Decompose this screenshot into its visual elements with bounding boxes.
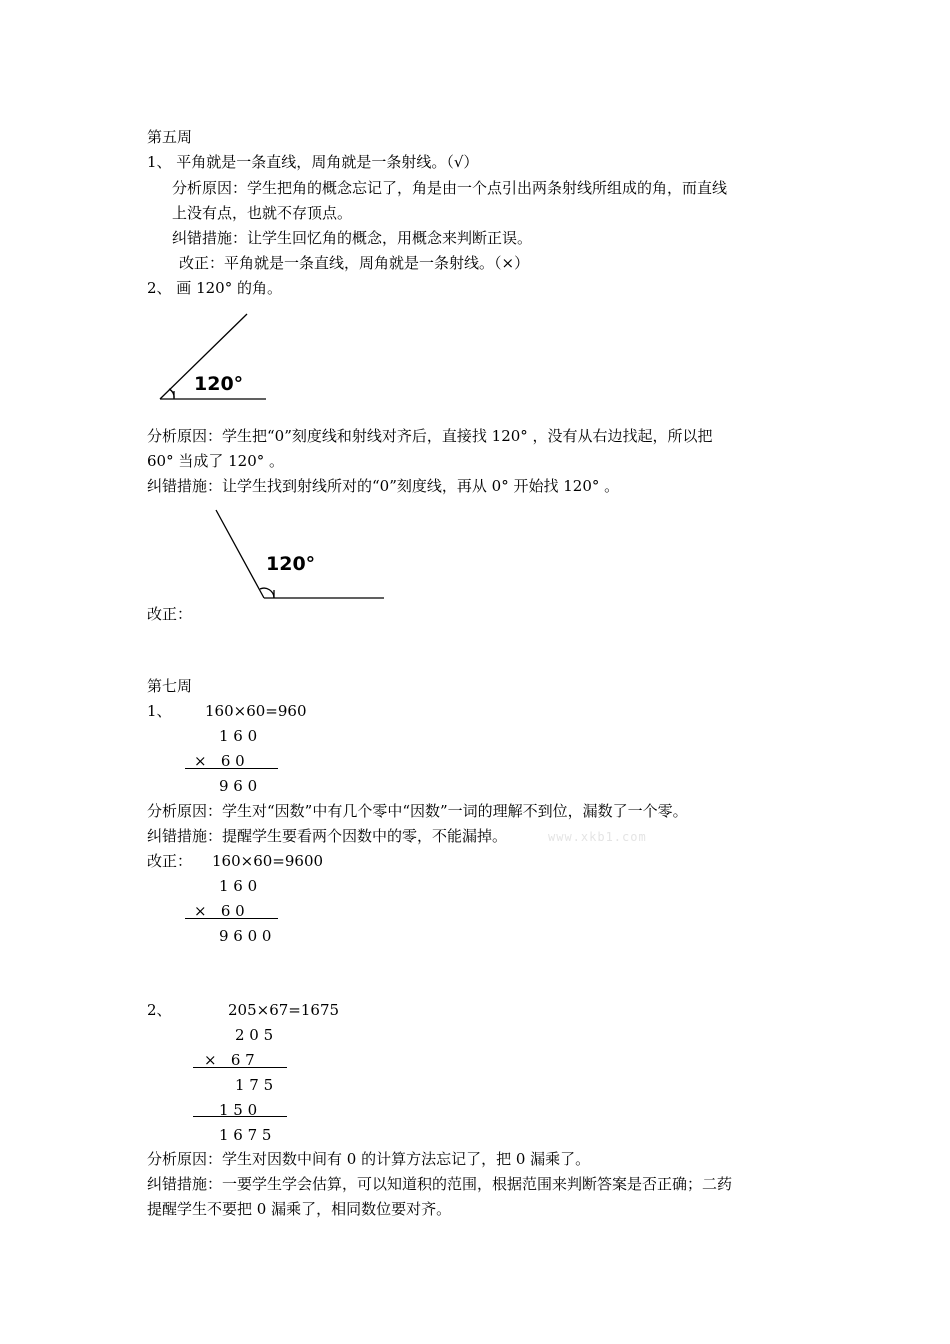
week5-q2-text: 2、 画 120° 的角。 — [147, 279, 282, 297]
week5-q2-correction-label: 改正： — [147, 605, 193, 623]
week5-q1-text: 1、 平角就是一条直线，周角就是一条射线。（√） — [147, 153, 479, 171]
week5-q2-analysis-line1: 分析原因：学生把“0”刻度线和射线对齐后，直接找 120° ，没有从右边找起，所以把 — [147, 427, 713, 445]
week7-q2-vertical-result: 1 6 7 5 — [219, 1126, 272, 1144]
week5-q1-analysis-line1: 分析原因：学生把角的概念忘记了，角是由一个点引出两条射线所组成的角，而直线 — [172, 179, 728, 197]
week7-q2-measure-line1: 纠错措施：一要学生学会估算，可以知道积的范围，根据范围来判断答案是否正确；二药 — [147, 1175, 733, 1193]
week7-q2-vertical-mult: × 6 7 — [204, 1051, 255, 1069]
week7-q1-measure: 纠错措施：提醒学生要看两个因数中的零，不能漏掉。 — [147, 827, 508, 845]
week7-q2-vertical-partial2: 1 5 0 — [219, 1101, 258, 1119]
week7-q2-index: 2、 — [147, 1001, 172, 1019]
week7-q1-index: 1、 — [147, 702, 172, 720]
week7-q1-equation: 160×60=960 — [205, 702, 307, 720]
week5-q1-measure: 纠错措施：让学生回忆角的概念，用概念来判断正误。 — [172, 229, 533, 247]
week7-q1-correct-result: 9 6 0 0 — [219, 927, 272, 945]
week7-q1-correct-top: 1 6 0 — [219, 877, 258, 895]
week7-q2-measure-line2: 提醒学生不要把 0 漏乘了，相同数位要对齐。 — [147, 1200, 452, 1218]
correct-angle-label: 120° — [266, 553, 316, 575]
week7-q1-analysis: 分析原因：学生对“因数”中有几个零中“因数”一词的理解不到位，漏数了一个零。 — [147, 802, 688, 820]
week7-q1-vertical-rule — [185, 768, 278, 769]
week7-q1-vertical-mult: × 6 0 — [194, 752, 245, 770]
week7-q2-vertical-rule1 — [193, 1067, 287, 1068]
week5-q1-analysis-line2: 上没有点，也就不存顶点。 — [172, 204, 353, 222]
week5-q1-correction: 改正：平角就是一条直线，周角就是一条射线。（×） — [179, 254, 530, 272]
week7-q2-vertical-partial1: 1 7 5 — [235, 1076, 274, 1094]
week7-q2-equation: 205×67=1675 — [228, 1001, 340, 1019]
wrong-angle-label: 120° — [194, 373, 244, 395]
week5-q2-analysis-line2: 60° 当成了 120° 。 — [147, 452, 285, 470]
week7-q1-correct-mult: × 6 0 — [194, 902, 245, 920]
week5-q2-measure: 纠错措施：让学生找到射线所对的“0”刻度线，再从 0° 开始找 120° 。 — [147, 477, 620, 495]
week7-q1-vertical-result: 9 6 0 — [219, 777, 258, 795]
week7-q2-vertical-top: 2 0 5 — [235, 1026, 274, 1044]
week7-q1-correct-equation: 160×60=9600 — [212, 852, 324, 870]
week7-title: 第七周 — [147, 677, 193, 695]
week5-title: 第五周 — [147, 128, 193, 146]
week7-q1-correct-rule — [185, 918, 278, 919]
week7-q1-vertical-top: 1 6 0 — [219, 727, 258, 745]
week7-q2-analysis: 分析原因：学生对因数中间有 0 的计算方法忘记了，把 0 漏乘了。 — [147, 1150, 591, 1168]
week7-q1-correction-label: 改正： — [147, 852, 193, 870]
week7-q2-vertical-rule2 — [193, 1116, 287, 1117]
watermark: www.xkb1.com — [548, 830, 647, 844]
